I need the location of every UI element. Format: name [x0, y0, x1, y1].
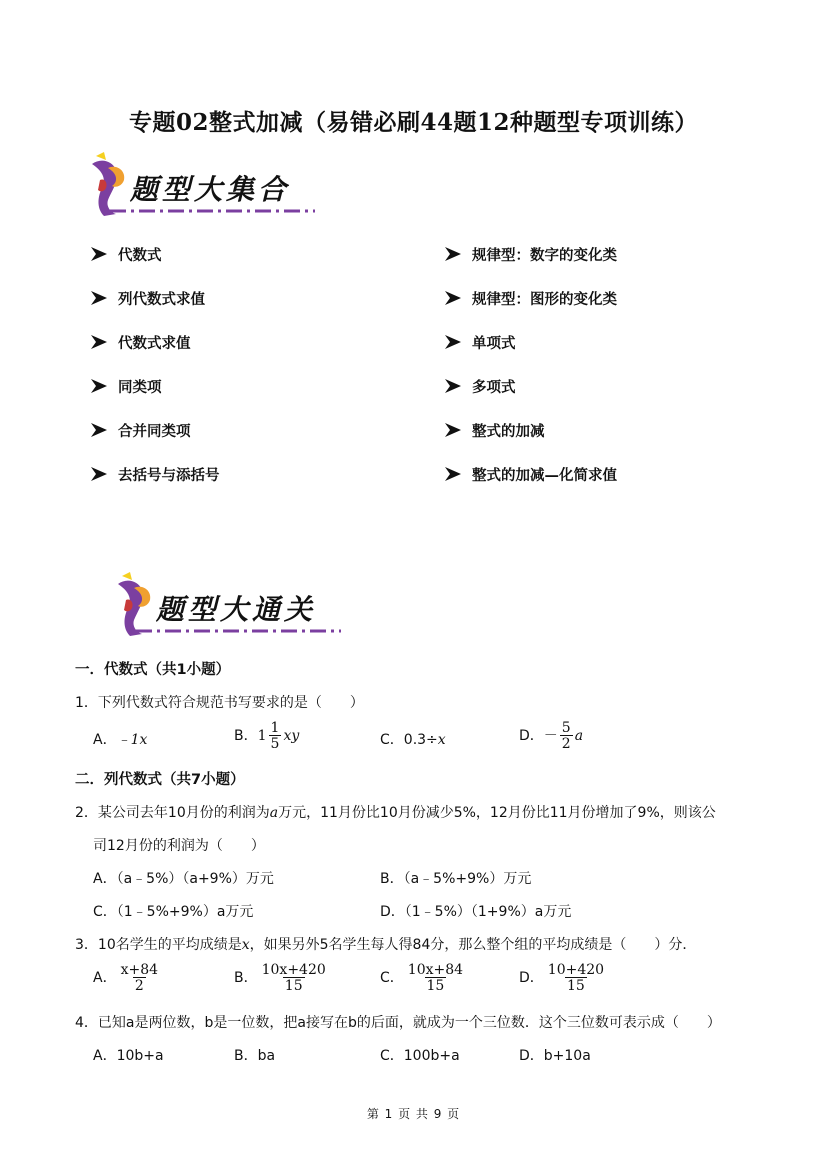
option-c: C．（1﹣5%+9%）a万元 [93, 904, 254, 920]
question-stem: 3．10名学生的平均成绩是x，如果另外5名学生每人得84分，那么整个组的平均成绩是（ ）分． [75, 937, 697, 953]
question-stem-cont: 司12月份的利润为（ ） [93, 838, 265, 854]
arrow-bullet-icon [444, 333, 462, 351]
topic-item: 整式的加减—化简求值 [444, 464, 617, 485]
option-c: C． $\frac{10x+84}{15}$ [380, 962, 464, 994]
option-d: D．－ $\frac{5}{2}$ a [519, 720, 584, 752]
option-d: D．（1﹣5%）（1+9%）a万元 [380, 904, 572, 920]
banner-underline [136, 628, 341, 634]
fraction: $\frac{1}{5}$ [270, 720, 280, 752]
arrow-bullet-icon [444, 421, 462, 439]
banner-underline [110, 208, 315, 214]
fraction: $\frac{10x+84}{15}$ [407, 962, 464, 994]
topic-item: 合并同类项 [90, 420, 191, 441]
topic-item: 列代数式求值 [90, 288, 205, 309]
option-a: A．（a﹣5%）（a+9%）万元 [93, 871, 274, 887]
banner-topic-practice [106, 570, 346, 646]
banner-title: 题型大集合 [130, 173, 291, 206]
option-d: D．b+10a [519, 1048, 591, 1064]
topic-item: 规律型：数字的变化类 [444, 244, 617, 265]
option-a: A．﹣1x [93, 732, 148, 748]
option-d: D． $\frac{10+420}{15}$ [519, 962, 605, 994]
arrow-bullet-icon [444, 465, 462, 483]
arrow-bullet-icon [90, 333, 108, 351]
page-title: 专题02整式加减（易错必刷44题12种题型专项训练） [128, 109, 699, 136]
arrow-bullet-icon [90, 377, 108, 395]
topic-item: 同类项 [90, 376, 162, 397]
section-heading: 二．列代数式（共7小题） [75, 772, 245, 788]
option-b: B．ba [234, 1048, 276, 1064]
question-stem: 2．某公司去年10月份的利润为a万元，11月份比10月份减少5%，12月份比11月份增加了9%，则该公 [75, 805, 716, 821]
arrow-bullet-icon [444, 289, 462, 307]
fraction: $\frac{x+84}{2}$ [120, 962, 159, 994]
option-b: B．（a﹣5%+9%）万元 [380, 871, 532, 887]
question-stem: 1．下列代数式符合规范书写要求的是（ ） [75, 695, 364, 711]
option-b: B． $\frac{10x+420}{15}$ [234, 962, 326, 994]
fraction: $\frac{10x+420}{15}$ [261, 962, 326, 994]
arrow-bullet-icon [444, 245, 462, 263]
fraction: $\frac{10+420}{15}$ [547, 962, 605, 994]
arrow-bullet-icon [90, 465, 108, 483]
arrow-bullet-icon [444, 377, 462, 395]
question-stem: 4．已知a是两位数，b是一位数，把a接写在b的后面，就成为一个三位数．这个三位数可表示成（ ） [75, 1015, 721, 1031]
option-a: A． $\frac{x+84}{2}$ [93, 962, 159, 994]
option-b: B．1 $\frac{1}{5}$ xy [234, 720, 300, 752]
fraction: $\frac{5}{2}$ [561, 720, 571, 752]
topic-item: 去括号与添括号 [90, 464, 220, 485]
topic-item: 代数式求值 [90, 332, 191, 353]
topic-item: 规律型：图形的变化类 [444, 288, 617, 309]
arrow-bullet-icon [90, 289, 108, 307]
option-c: C．0.3÷x [380, 732, 446, 748]
page-footer: 第 1 页 共 9 页 [366, 1107, 461, 1121]
banner-topic-collection [80, 150, 320, 226]
topic-item: 整式的加减 [444, 420, 545, 441]
banner-title: 题型大通关 [156, 593, 317, 626]
topic-item: 单项式 [444, 332, 516, 353]
arrow-bullet-icon [90, 245, 108, 263]
arrow-bullet-icon [90, 421, 108, 439]
topic-item: 代数式 [90, 244, 162, 265]
topic-item: 多项式 [444, 376, 516, 397]
section-heading: 一．代数式（共1小题） [75, 662, 231, 678]
option-a: A．10b+a [93, 1048, 164, 1064]
option-c: C．100b+a [380, 1048, 460, 1064]
